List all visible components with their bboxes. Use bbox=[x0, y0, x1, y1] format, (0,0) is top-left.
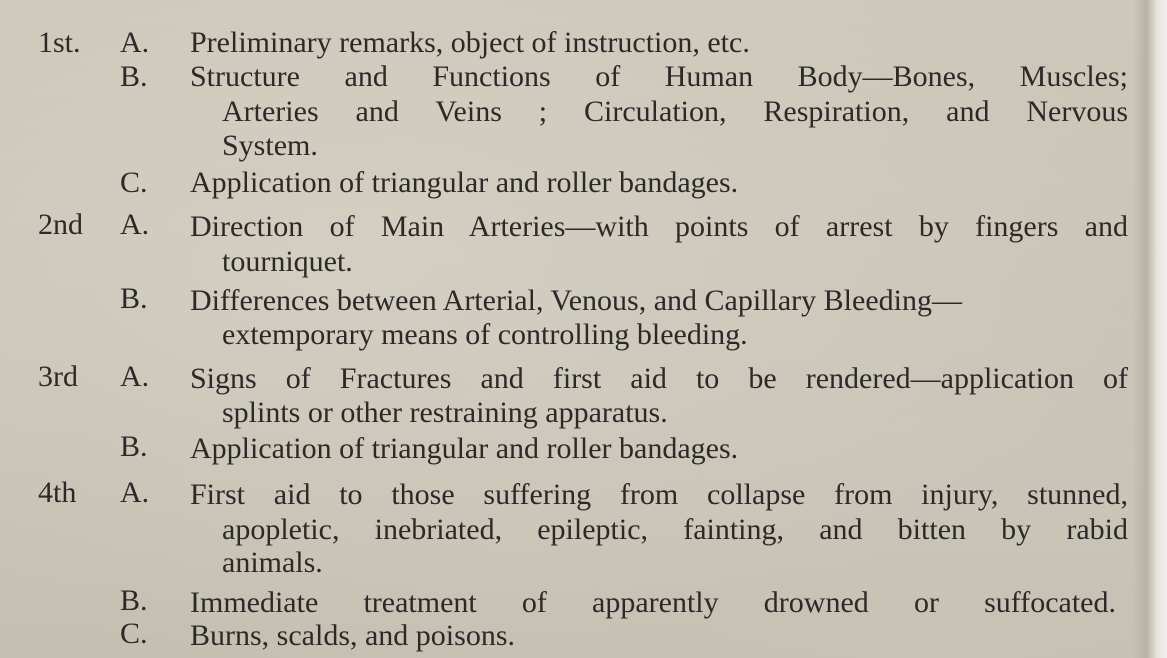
lesson-2-item-a-line-1: Direction of Main Arteries—with points of arrest by fingers and bbox=[190, 210, 1128, 243]
lesson-1-label: 1st. bbox=[38, 26, 81, 59]
lesson-3-item-a-line-2: splints or other restraining apparatus. bbox=[222, 396, 668, 429]
lesson-4-item-a-line-1: First aid to those suffering from collapse from injury, stunned, bbox=[190, 478, 1128, 511]
lesson-3-label: 3rd bbox=[38, 360, 78, 393]
lesson-1-item-b-letter: B. bbox=[120, 60, 148, 93]
lesson-4-label: 4th bbox=[38, 476, 77, 509]
lesson-2-item-b-line-1: Differences between Arterial, Venous, and Capillary Bleeding— bbox=[190, 284, 962, 317]
lesson-2-label: 2nd bbox=[38, 208, 83, 241]
lesson-4-item-b-letter: B. bbox=[120, 584, 148, 617]
lesson-1-item-c-line-1: Application of triangular and roller bandages. bbox=[190, 166, 739, 199]
lesson-3-item-b-line-1: Application of triangular and roller bandages. bbox=[190, 432, 739, 465]
lesson-1-item-a-line-1: Preliminary remarks, object of instruction, etc. bbox=[190, 26, 750, 59]
lesson-1-item-b-line-3: System. bbox=[222, 129, 318, 162]
page-edge-shadow bbox=[1133, 0, 1167, 658]
lesson-2-item-b-letter: B. bbox=[120, 282, 148, 315]
lesson-4-item-c-letter: C. bbox=[120, 617, 148, 650]
lesson-4-item-a-line-3: animals. bbox=[222, 546, 323, 579]
lesson-3-item-a-line-1: Signs of Fractures and first aid to be rendered—application of bbox=[190, 362, 1128, 395]
lesson-4-item-c-line-1: Burns, scalds, and poisons. bbox=[190, 619, 515, 652]
lesson-1-item-a-letter: A. bbox=[120, 26, 150, 59]
lesson-4-item-a-letter: A. bbox=[120, 476, 150, 509]
lesson-4-item-a-line-2: apopletic, inebriated, epileptic, fainting, and bitten by rabid bbox=[222, 513, 1128, 546]
lesson-1-item-c-letter: C. bbox=[120, 166, 148, 199]
lesson-1-item-b-line-1: Structure and Functions of Human Body—Bones, Muscles; bbox=[190, 60, 1128, 93]
lesson-2-item-b-line-2: extemporary means of controlling bleeding. bbox=[222, 318, 748, 351]
lesson-3-item-b-letter: B. bbox=[120, 430, 148, 463]
lesson-1-item-b-line-2: Arteries and Veins ; Circulation, Respiration, and Nervous bbox=[222, 95, 1128, 128]
lesson-3-item-a-letter: A. bbox=[120, 360, 150, 393]
lesson-2-item-a-line-2: tourniquet. bbox=[222, 245, 353, 278]
lesson-2-item-a-letter: A. bbox=[120, 208, 150, 241]
lesson-4-item-b-line-1: Immediate treatment of apparently drowned or suffocated. bbox=[190, 586, 1116, 619]
